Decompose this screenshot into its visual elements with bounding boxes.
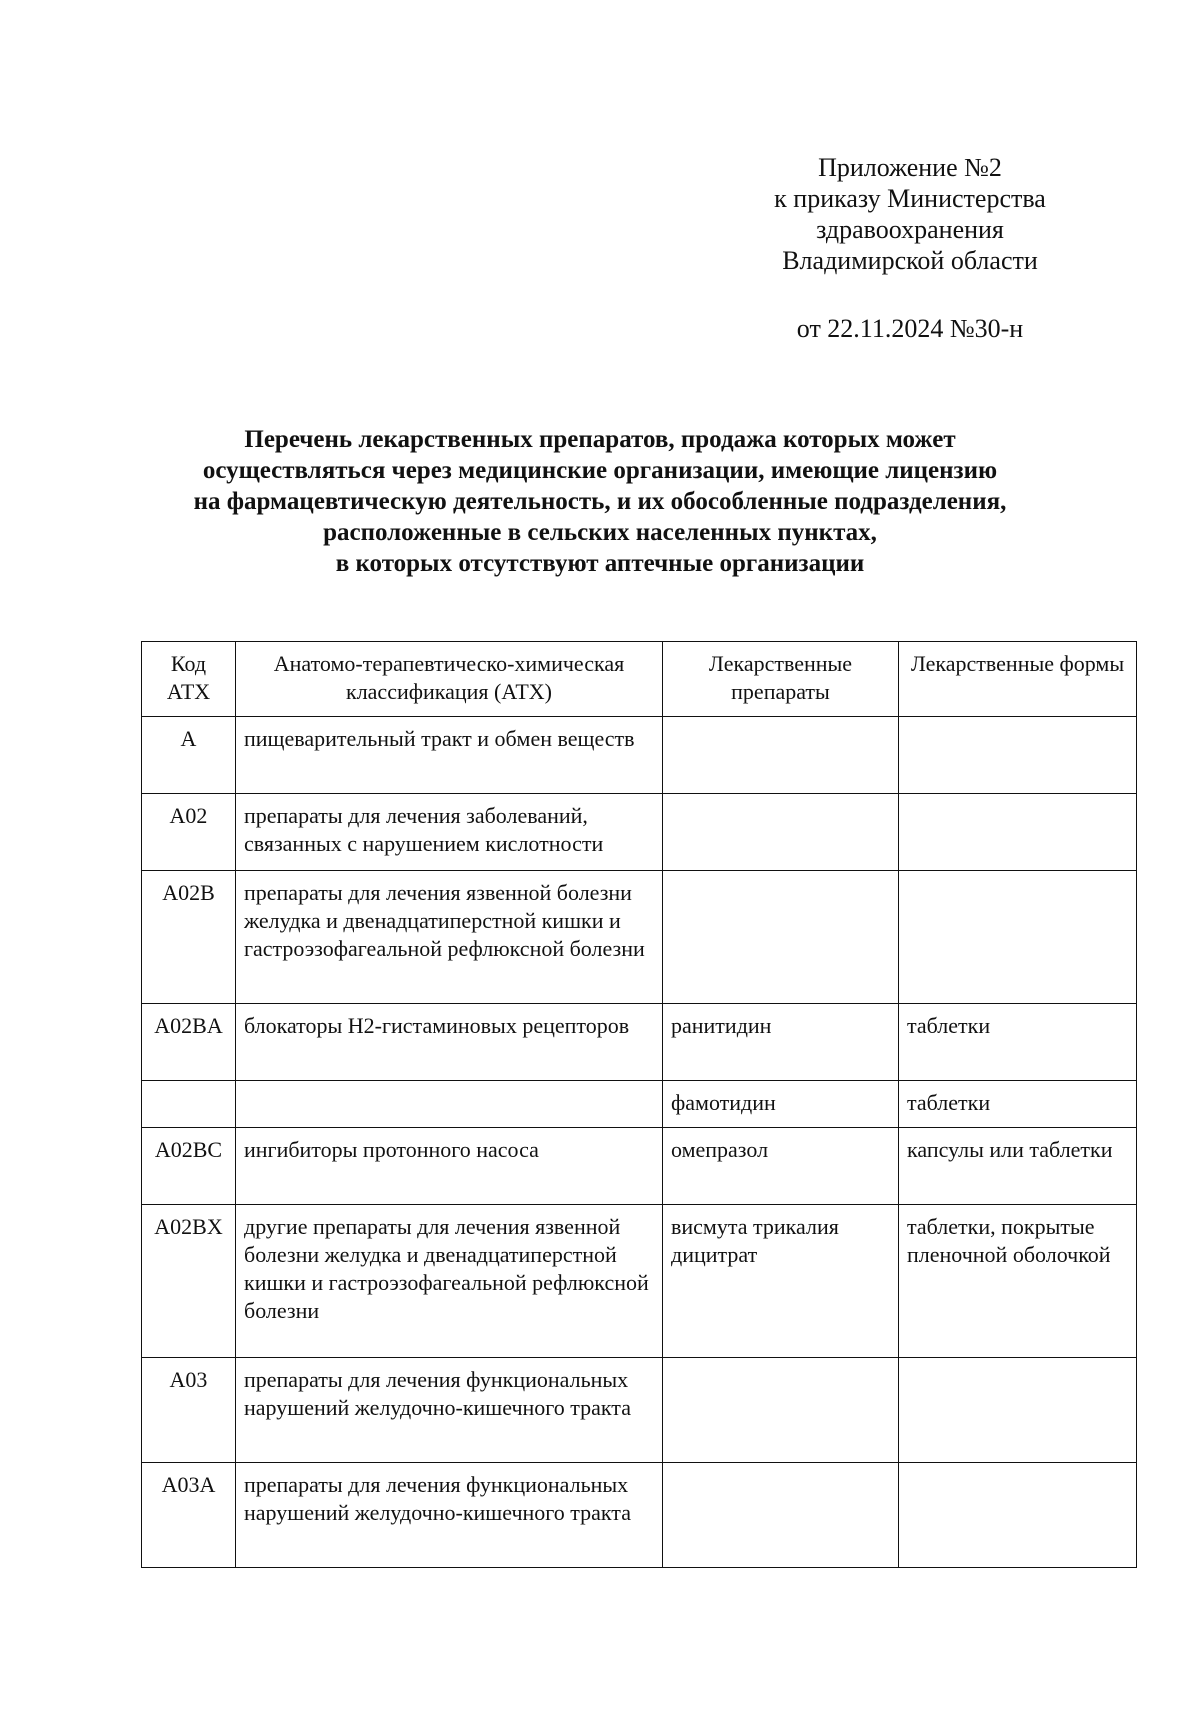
cell-drug bbox=[663, 1358, 899, 1463]
title-line: в которых отсутствуют аптечные организации bbox=[335, 550, 865, 577]
cell-form: капсулы или таблетки bbox=[899, 1128, 1137, 1205]
appendix-header bbox=[740, 152, 1080, 276]
cell-code: A03A bbox=[142, 1463, 236, 1568]
cell-classification: препараты для лечения заболеваний, связанных с нарушением кислотности bbox=[236, 794, 663, 871]
header-code: Код АТХ bbox=[142, 642, 236, 717]
table-row bbox=[142, 717, 1137, 794]
cell-classification: другие препараты для лечения язвенной болезни желудка и двенадцатиперстной кишки и гастроэзофагеальной рефлюксной болезни bbox=[236, 1205, 663, 1358]
title-line: осуществляться через медицинские организации, имеющие лицензию bbox=[202, 457, 998, 484]
cell-form bbox=[899, 1358, 1137, 1463]
cell-classification: пищеварительный тракт и обмен веществ bbox=[236, 717, 663, 794]
cell-classification: препараты для лечения функциональных нарушений желудочно-кишечного тракта bbox=[236, 1358, 663, 1463]
appendix-region: Владимирской области bbox=[782, 246, 1038, 275]
table-row bbox=[142, 1128, 1137, 1205]
cell-classification: препараты для лечения функциональных нарушений желудочно-кишечного тракта bbox=[236, 1463, 663, 1568]
cell-code: A02 bbox=[142, 794, 236, 871]
title-line: Перечень лекарственных препаратов, продажа которых может bbox=[244, 426, 956, 453]
cell-code: A02BA bbox=[142, 1004, 236, 1081]
cell-code: A bbox=[142, 717, 236, 794]
table-row bbox=[142, 871, 1137, 1004]
cell-code: A02BC bbox=[142, 1128, 236, 1205]
cell-form: таблетки bbox=[899, 1081, 1137, 1128]
cell-code: A03 bbox=[142, 1358, 236, 1463]
cell-form: таблетки, покрытые пленочной оболочкой bbox=[899, 1205, 1137, 1358]
appendix-number: Приложение №2 bbox=[818, 153, 1002, 182]
cell-drug bbox=[663, 1463, 899, 1568]
table-row bbox=[142, 1004, 1137, 1081]
cell-code: A02B bbox=[142, 871, 236, 1004]
cell-classification: препараты для лечения язвенной болезни желудка и двенадцатиперстной кишки и гастроэзофагеальной рефлюксной болезни bbox=[236, 871, 663, 1004]
cell-form: таблетки bbox=[899, 1004, 1137, 1081]
header-drugs: Лекарственные препараты bbox=[663, 642, 899, 717]
table-row bbox=[142, 1358, 1137, 1463]
table-row bbox=[142, 1205, 1137, 1358]
cell-code bbox=[142, 1081, 236, 1128]
cell-form bbox=[899, 717, 1137, 794]
header-forms: Лекарственные формы bbox=[899, 642, 1137, 717]
cell-form bbox=[899, 871, 1137, 1004]
cell-drug bbox=[663, 794, 899, 871]
cell-form bbox=[899, 1463, 1137, 1568]
table-row bbox=[142, 794, 1137, 871]
cell-classification: ингибиторы протонного насоса bbox=[236, 1128, 663, 1205]
cell-drug: ранитидин bbox=[663, 1004, 899, 1081]
cell-drug: висмута трикалия дицитрат bbox=[663, 1205, 899, 1358]
drug-list-table bbox=[141, 641, 1137, 1568]
title-line: на фармацевтическую деятельность, и их обособленные подразделения, bbox=[193, 488, 1007, 515]
document-title bbox=[120, 424, 1080, 579]
cell-code: A02BX bbox=[142, 1205, 236, 1358]
appendix-order-ref: к приказу Министерства bbox=[774, 184, 1046, 213]
cell-drug: фамотидин bbox=[663, 1081, 899, 1128]
appendix-date: от 22.11.2024 №30-н bbox=[796, 314, 1024, 343]
cell-classification bbox=[236, 1081, 663, 1128]
appendix-ministry: здравоохранения bbox=[816, 215, 1004, 244]
title-line: расположенные в сельских населенных пунктах, bbox=[323, 519, 877, 546]
cell-form bbox=[899, 794, 1137, 871]
cell-drug: омепразол bbox=[663, 1128, 899, 1205]
cell-classification: блокаторы H2-гистаминовых рецепторов bbox=[236, 1004, 663, 1081]
header-classification: Анатомо-терапевтическо-химическая классификация (АТХ) bbox=[236, 642, 663, 717]
cell-drug bbox=[663, 871, 899, 1004]
table-row bbox=[142, 1463, 1137, 1568]
table-header-row bbox=[142, 642, 1137, 717]
cell-drug bbox=[663, 717, 899, 794]
table-row bbox=[142, 1081, 1137, 1128]
